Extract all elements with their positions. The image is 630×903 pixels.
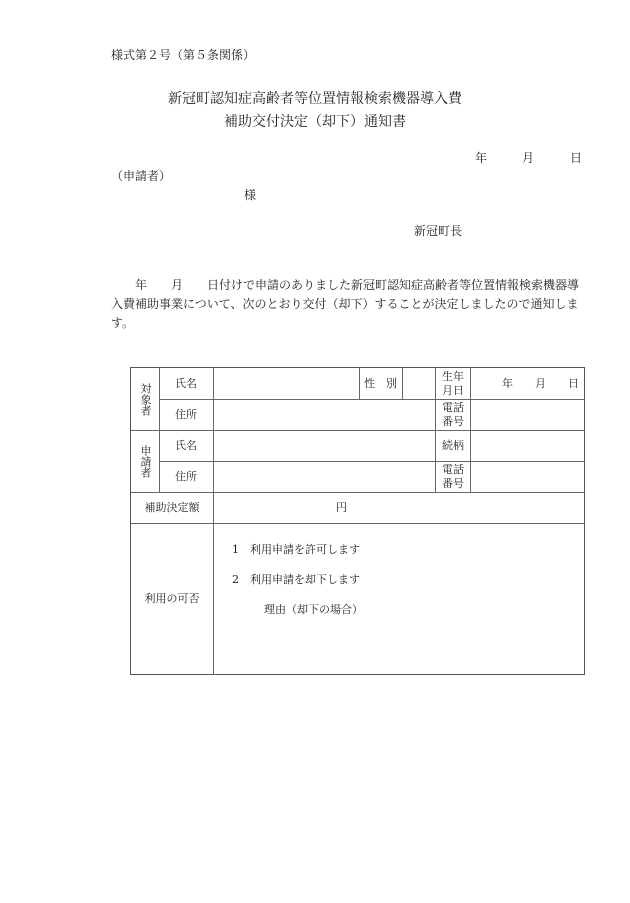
issuer: 新冠町長 [414,224,463,238]
applicant-label: （申請者） [111,169,172,183]
relationship-field[interactable] [471,430,585,461]
subject-name-field[interactable] [214,368,359,399]
option-approve: 1 利用申請を許可します [232,543,360,556]
applicant-address-label: 住所 [175,469,197,483]
subject-phone-field[interactable] [471,399,585,430]
birthdate-field[interactable]: 年 月 日 [502,376,579,390]
option-reject: 2 利用申請を却下します [232,573,360,586]
birthdate-label: 生年月日 [442,369,464,397]
subject-address-field[interactable] [214,399,435,430]
applicant-name-field[interactable] [214,430,435,461]
title-line-1: 新冠町認知症高齢者等位置情報検索機器導入費 [168,91,462,107]
amount-label: 補助決定額 [144,500,200,514]
gender-field[interactable] [403,368,435,399]
applicant-phone-label: 電話番号 [442,462,464,490]
usage-label: 利用の可否 [144,592,200,605]
date-year: 年 [475,151,488,165]
date-month: 月 [522,151,535,165]
body-text: 年 月 日付けで申請のありました新冠町認知症高齢者等位置情報検索機器導入費補助事業について、次のとおり交付（却下）することが決定しましたので通知します。 [111,278,580,330]
honorific: 様 [244,188,257,202]
relationship-label: 続柄 [442,438,464,452]
applicant-name-label: 氏名 [175,438,197,452]
applicant-address-field[interactable] [214,461,435,492]
date-day: 日 [570,151,583,165]
reason-label: 理由（却下の場合） [264,603,363,616]
subject-phone-label: 電話番号 [442,400,464,428]
applicant-section-label: 申請者 [139,444,152,478]
subject-address-label: 住所 [175,407,197,421]
title-line-2: 補助交付決定（却下）通知書 [224,114,406,130]
applicant-phone-field[interactable] [471,461,585,492]
subject-name-label: 氏名 [175,376,197,390]
form-number: 様式第２号（第５条関係） [111,48,256,62]
subject-label: 対象者 [139,382,152,416]
notice-table [130,367,585,675]
amount-unit: 円 [336,500,347,514]
gender-label: 性 別 [364,376,397,390]
